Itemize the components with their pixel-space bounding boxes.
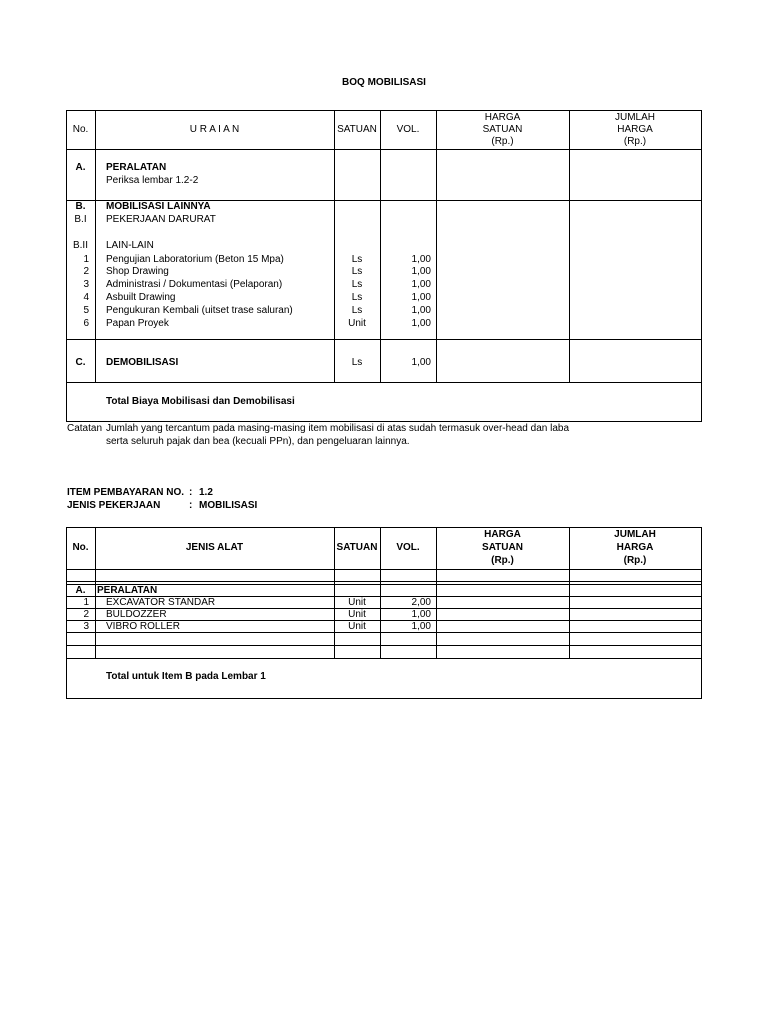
t2-item-no: 2 <box>83 609 89 620</box>
item-vol: 1,00 <box>411 292 431 303</box>
item-no: 1 <box>83 254 89 265</box>
t2-header-harga-2: SATUAN <box>482 542 523 553</box>
section-b2-title: LAIN-LAIN <box>106 240 154 251</box>
item-desc: Pengujian Laboratorium (Beton 15 Mpa) <box>106 254 284 265</box>
catatan-label: Catatan <box>67 423 103 434</box>
item-desc: Shop Drawing <box>106 266 169 277</box>
total-label: Total Biaya Mobilisasi dan Demobilisasi <box>106 396 295 407</box>
jenis-value: MOBILISASI <box>199 500 258 511</box>
item-satuan: Ls <box>351 279 363 290</box>
t2-item-desc: EXCAVATOR STANDAR <box>106 597 216 608</box>
jenis-sep: : <box>189 500 193 511</box>
t2-item-satuan: Unit <box>348 621 366 632</box>
t2-header-satuan: SATUAN <box>336 542 378 553</box>
item-no: 6 <box>83 318 89 329</box>
t2-header-jumlah-3: (Rp.) <box>623 555 647 566</box>
t2-section-no: A. <box>75 585 86 596</box>
item-desc: Pengukuran Kembali (uitset trase saluran) <box>106 305 293 316</box>
header-jumlah-2: HARGA <box>617 124 653 135</box>
jenis-label: JENIS PEKERJAAN <box>67 500 161 511</box>
t2-item-desc: VIBRO ROLLER <box>106 621 180 632</box>
t2-header-jumlah-2: HARGA <box>616 542 654 553</box>
t2-header-harga-1: HARGA <box>484 529 521 540</box>
header-harga-2: SATUAN <box>482 124 523 135</box>
t2-header-harga-3: (Rp.) <box>491 555 514 566</box>
section-b-title: MOBILISASI LAINNYA <box>106 201 211 212</box>
item-satuan: Unit <box>348 318 366 329</box>
t2-total-label: Total untuk Item B pada Lembar 1 <box>106 671 266 682</box>
item-satuan: Ls <box>351 254 363 265</box>
item-desc: Asbuilt Drawing <box>106 292 176 303</box>
header-harga-1: HARGA <box>484 112 521 123</box>
item-no: 5 <box>83 305 89 316</box>
section-a-note: Periksa lembar 1.2-2 <box>106 175 199 186</box>
t2-header-jenis: JENIS ALAT <box>185 542 244 553</box>
item-sep: : <box>189 487 193 498</box>
item-vol: 1,00 <box>411 254 431 265</box>
item-satuan: Ls <box>351 266 363 277</box>
section-a-no: A. <box>75 162 86 173</box>
item-label: ITEM PEMBAYARAN NO. <box>67 487 185 498</box>
section-b2-no: B.II <box>72 240 88 251</box>
t2-header-vol: VOL. <box>396 542 420 553</box>
section-c-satuan: Ls <box>351 357 363 368</box>
item-value: 1.2 <box>199 487 213 498</box>
t2-item-no: 1 <box>83 597 89 608</box>
item-no: 2 <box>83 266 89 277</box>
t2-item-desc: BULDOZZER <box>106 609 167 620</box>
header-jumlah-3: (Rp.) <box>623 136 647 147</box>
header-harga-3: (Rp.) <box>491 136 514 147</box>
t2-header-no: No. <box>72 542 89 553</box>
section-c-vol: 1,00 <box>411 357 431 368</box>
t2-item-vol: 2,00 <box>411 597 431 608</box>
section-b1-no: B.I <box>74 214 87 225</box>
t2-item-satuan: Unit <box>348 597 366 608</box>
section-a-title: PERALATAN <box>106 162 167 173</box>
item-satuan: Ls <box>351 292 363 303</box>
section-b1-title: PEKERJAAN DARURAT <box>106 214 216 225</box>
t2-item-no: 3 <box>83 621 89 632</box>
header-jumlah-1: JUMLAH <box>614 112 655 123</box>
item-no: 3 <box>83 279 89 290</box>
item-no: 4 <box>83 292 89 303</box>
section-c-title: DEMOBILISASI <box>106 357 179 368</box>
catatan-line-1: Jumlah yang tercantum pada masing-masing item mobilisasi di atas sudah termasuk over-head dan laba <box>106 423 570 434</box>
t2-item-vol: 1,00 <box>411 621 431 632</box>
item-vol: 1,00 <box>411 305 431 316</box>
page-title: BOQ MOBILISASI <box>342 77 426 88</box>
header-no: No. <box>72 124 89 135</box>
t2-header-jumlah-1: JUMLAH <box>614 529 656 540</box>
catatan-line-2: serta seluruh pajak dan bea (kecuali PPn), dan pengeluaran lainnya. <box>106 436 410 447</box>
item-vol: 1,00 <box>411 279 431 290</box>
item-desc: Administrasi / Dokumentasi (Pelaporan) <box>106 279 283 290</box>
t2-item-vol: 1,00 <box>411 609 431 620</box>
header-uraian: U R A I A N <box>189 124 240 135</box>
item-vol: 1,00 <box>411 266 431 277</box>
section-b-no: B. <box>75 201 86 212</box>
t2-section-title: PERALATAN <box>97 585 158 596</box>
header-satuan: SATUAN <box>337 124 377 135</box>
item-vol: 1,00 <box>411 318 431 329</box>
header-vol: VOL. <box>396 124 420 135</box>
section-c-no: C. <box>75 357 86 368</box>
item-desc: Papan Proyek <box>106 318 169 329</box>
t2-item-satuan: Unit <box>348 609 366 620</box>
item-satuan: Ls <box>351 305 363 316</box>
